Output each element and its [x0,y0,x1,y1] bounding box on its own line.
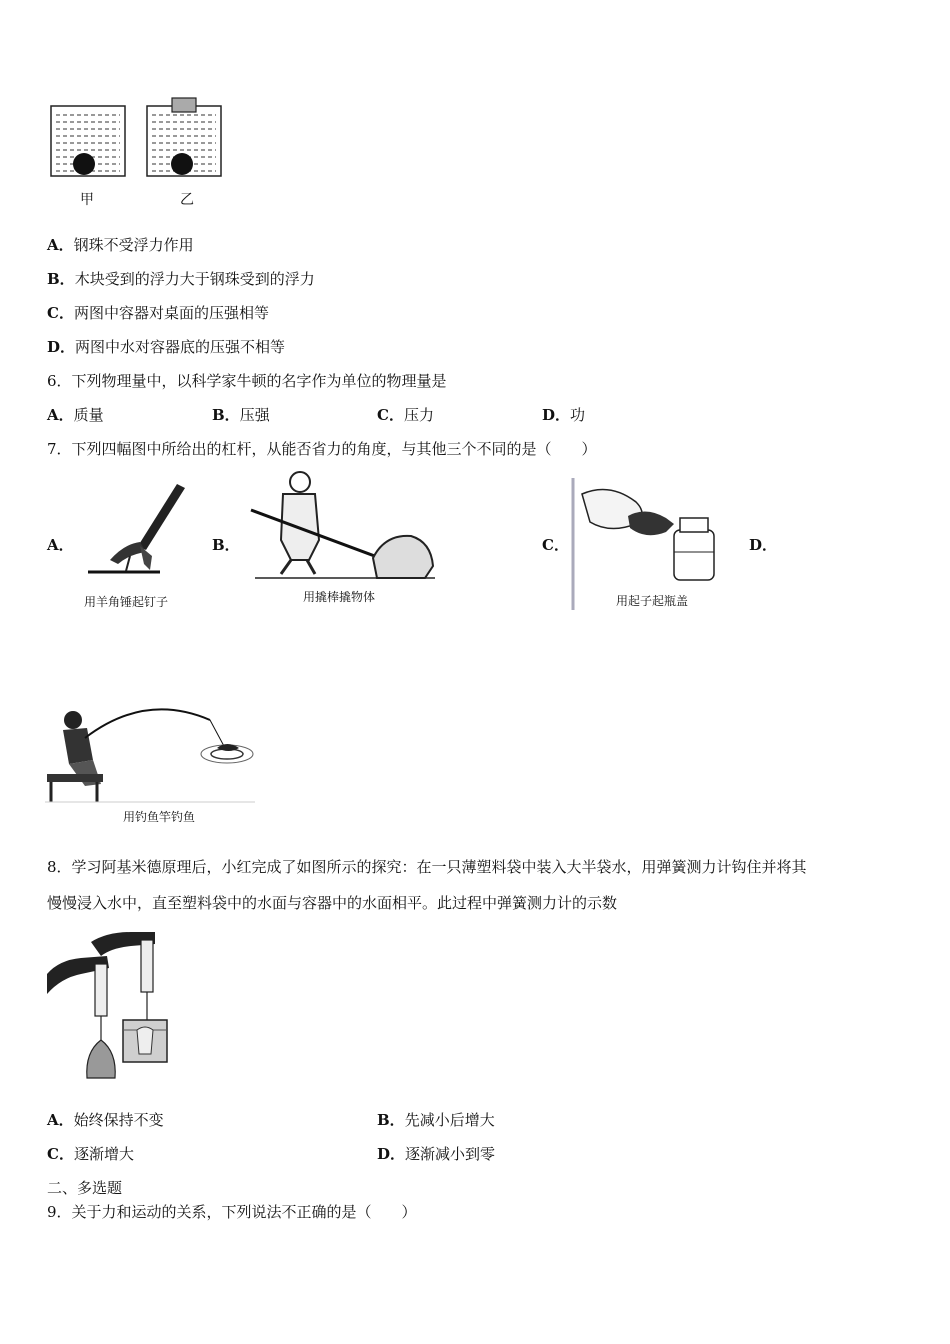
caption-bottle-opener: 用起子起瓶盖 [616,594,689,608]
figure-spring-scale [45,928,175,1088]
q6-option-a-letter: A． [47,406,74,424]
crowbar-worker-icon [245,470,440,582]
q5-option-d-letter: D． [47,338,76,356]
q8-option-a-letter: A． [47,1111,74,1129]
figure-bottle-opener [570,478,720,610]
q6-option-d-text: 功 [570,406,586,424]
figure-crowbar [245,470,440,610]
q5-option-b-letter: B． [47,270,75,288]
q5-option-a-text: 钢珠不受浮力作用 [73,236,194,254]
q8-option-c-letter: C． [47,1145,74,1163]
q6-option-a-text: 质量 [73,406,104,424]
q6-option-b-text: 压强 [239,406,270,424]
q8-option-d-letter: D． [377,1145,406,1163]
q8-option-d [377,1144,495,1164]
q8-stem-line2: 慢慢浸入水中，直至塑料袋中的水面与容器中的水面相平。此过程中弹簧测力计的示数 [47,894,618,912]
q6-option-d-letter: D． [542,406,571,424]
q5-option-b-text: 木块受到的浮力大于钢珠受到的浮力 [74,270,315,288]
q5-option-a-letter: A． [47,236,74,254]
q5-option-b [47,269,315,289]
q8-option-c-text: 逐渐增大 [73,1145,134,1163]
steel-ball-yi [171,153,193,175]
figure-hammer [80,478,195,613]
q8-option-a [47,1110,164,1130]
q7-letter-b: B． [212,536,240,554]
q8-option-c [47,1144,134,1164]
q6-option-b-letter: B． [212,406,240,424]
caption-hammer: 用羊角锤起钉子 [84,595,169,609]
q8-stem-line1: 8．学习阿基米德原理后，小红完成了如图所示的探究：在一只薄塑料袋中装入大半袋水，用弹簧测力计钩住并将其 [47,858,807,876]
steel-ball-jia [73,153,95,175]
q7-letter-d: D． [749,536,778,554]
q7-letter-c: C． [542,536,569,554]
q7-stem: 7．下列四幅图中所给出的杠杆，从能否省力的角度，与其他三个不同的是（ ） [47,440,597,458]
label-jia: 甲 [80,192,94,208]
q5-option-c [47,303,269,323]
q6-option-d [542,405,585,425]
q6-option-c-text: 压力 [403,406,434,424]
q5-option-d [47,337,285,357]
caption-crowbar: 用撬棒撬物体 [303,590,376,604]
q7-letter-a: A． [47,536,74,554]
q8-option-a-text: 始终保持不变 [73,1111,164,1129]
q6-option-b [212,405,270,425]
q5-option-c-text: 两图中容器对桌面的压强相等 [73,304,269,322]
bottle-opener-icon [570,478,720,583]
spring-scale-icon [45,928,175,1086]
label-yi: 乙 [180,192,194,208]
container-yi [145,98,223,177]
figure-fishing [45,698,255,826]
q6-option-a [47,405,104,425]
q8-option-d-text: 逐渐减小到零 [405,1145,496,1163]
q8-option-b-text: 先减小后增大 [404,1111,495,1129]
q6-stem: 6．下列物理量中，以科学家牛顿的名字作为单位的物理量是 [47,372,447,390]
caption-fishing: 用钓鱼竿钓鱼 [123,810,196,824]
q6-option-c-letter: C． [377,406,404,424]
wood-block [172,98,196,112]
figure-containers [40,95,240,210]
container-jia [50,105,126,177]
q5-option-c-letter: C． [47,304,74,322]
q5-option-d-text: 两图中水对容器底的压强不相等 [75,338,286,356]
section-title: 二、多选题 [47,1179,123,1197]
q8-option-b-letter: B． [377,1111,405,1129]
hammer-icon [80,478,195,583]
q9-stem: 9．关于力和运动的关系，下列说法不正确的是（ ） [47,1203,417,1221]
q5-option-a [47,235,194,255]
q8-option-b [377,1110,495,1130]
q6-option-c [377,405,434,425]
fishing-rod-icon [45,698,255,804]
